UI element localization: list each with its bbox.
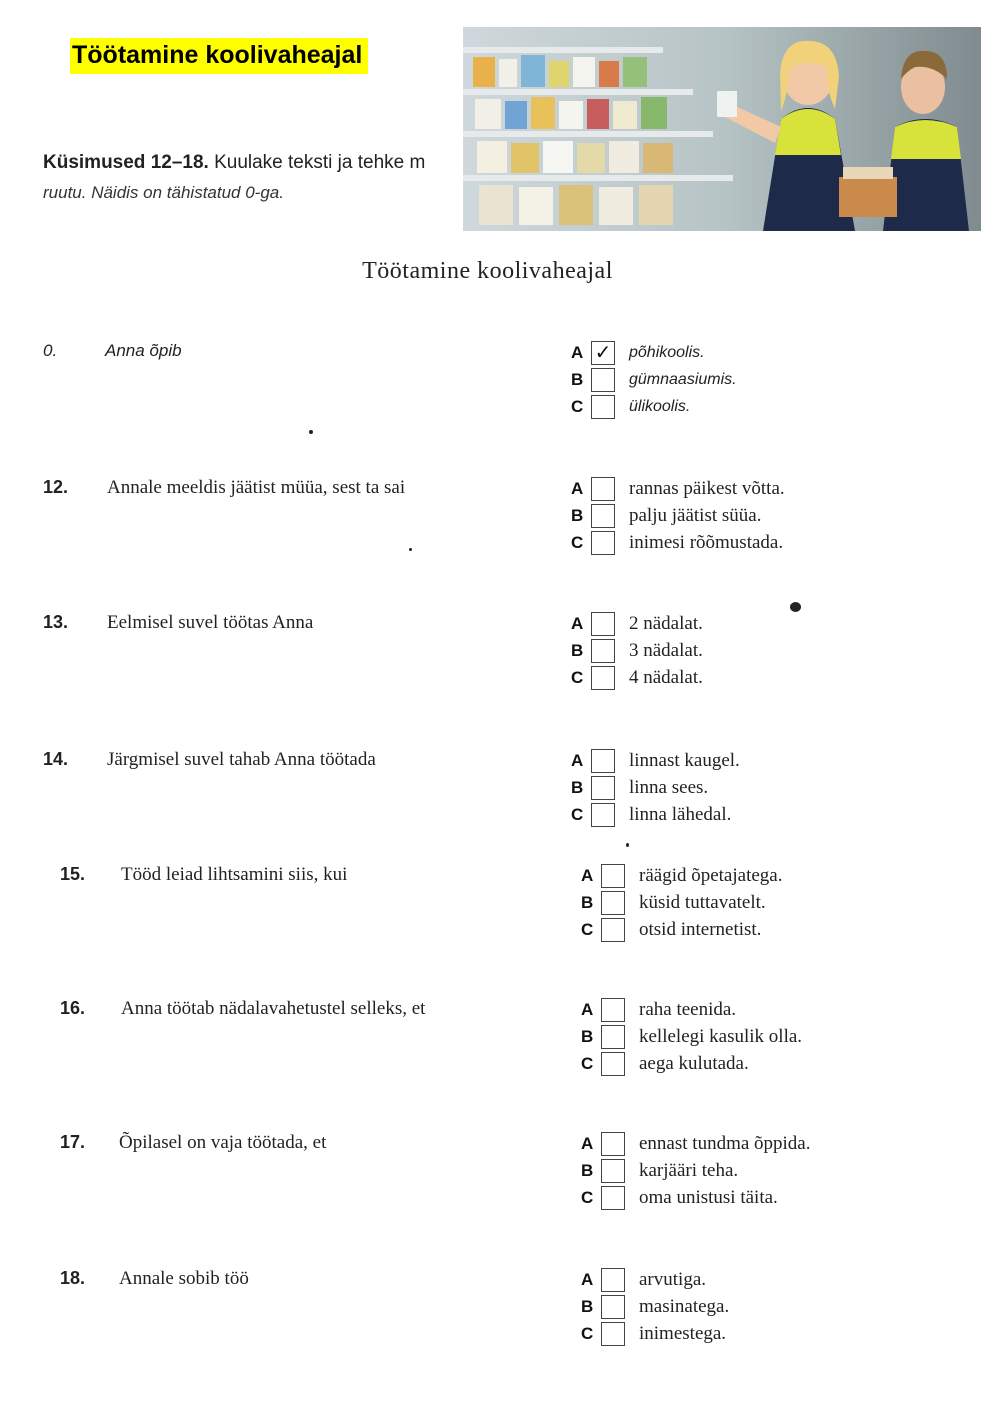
answer-checkbox[interactable] bbox=[601, 998, 625, 1022]
question-text: Järgmisel suvel tahab Anna töötada bbox=[107, 749, 376, 770]
checkmark-icon: ✓ bbox=[594, 342, 612, 364]
answer-option bbox=[581, 1295, 881, 1322]
answer-checkbox[interactable] bbox=[591, 639, 615, 663]
option-text: ülikoolis. bbox=[629, 398, 691, 415]
answer-option bbox=[571, 803, 871, 830]
option-letter: B bbox=[581, 1297, 594, 1316]
answer-checkbox[interactable] bbox=[601, 1268, 625, 1292]
question-text: Eelmisel suvel töötas Anna bbox=[107, 612, 314, 633]
option-text: oma unistusi täita. bbox=[639, 1187, 778, 1208]
option-letter: B bbox=[581, 893, 594, 912]
option-text: karjääri teha. bbox=[639, 1160, 739, 1181]
answer-option bbox=[581, 1052, 881, 1079]
answer-option bbox=[571, 477, 871, 504]
answer-checkbox[interactable] bbox=[601, 1295, 625, 1319]
answer-option bbox=[581, 864, 881, 891]
question-number: 12. bbox=[43, 477, 69, 497]
answer-option bbox=[571, 395, 871, 422]
option-text: palju jäätist süüa. bbox=[629, 505, 762, 526]
instructions-line-1 bbox=[43, 148, 473, 178]
option-text: 3 nädalat. bbox=[629, 640, 703, 661]
option-letter: A bbox=[571, 343, 584, 362]
answer-checkbox[interactable] bbox=[591, 666, 615, 690]
instructions-bold: Küsimused 12–18. bbox=[43, 152, 209, 173]
option-text: linna lähedal. bbox=[629, 804, 732, 825]
option-text: linnast kaugel. bbox=[629, 750, 740, 771]
answer-option bbox=[581, 1268, 881, 1295]
answer-checkbox[interactable] bbox=[591, 504, 615, 528]
store-workers-photo bbox=[463, 27, 981, 231]
answer-option bbox=[571, 341, 871, 368]
question-text: Õpilasel on vaja töötada, et bbox=[119, 1132, 327, 1153]
question-text: Annale sobib töö bbox=[119, 1268, 249, 1289]
answer-option bbox=[581, 998, 881, 1025]
answer-option bbox=[581, 918, 881, 945]
option-text: räägid õpetajatega. bbox=[639, 865, 783, 886]
question-number: 14. bbox=[43, 749, 69, 769]
answer-checkbox[interactable] bbox=[591, 395, 615, 419]
answer-checkbox[interactable] bbox=[591, 477, 615, 501]
option-text: 2 nädalat. bbox=[629, 613, 703, 634]
answer-checkbox[interactable] bbox=[591, 776, 615, 800]
option-letter: A bbox=[581, 1000, 594, 1019]
option-letter: B bbox=[571, 778, 584, 797]
question-number: 13. bbox=[43, 612, 69, 632]
option-letter: C bbox=[581, 1054, 594, 1073]
answer-option bbox=[571, 749, 871, 776]
question-text: Anna töötab nädalavahetustel selleks, et bbox=[121, 998, 426, 1019]
answer-option bbox=[571, 368, 871, 395]
scan-speck bbox=[409, 548, 412, 551]
photo-illustration bbox=[463, 27, 981, 231]
answer-option bbox=[571, 666, 871, 693]
option-letter: B bbox=[571, 370, 584, 389]
scan-speck bbox=[309, 430, 313, 434]
answer-checkbox[interactable] bbox=[591, 341, 615, 365]
option-text: küsid tuttavatelt. bbox=[639, 892, 766, 913]
option-letter: B bbox=[571, 641, 584, 660]
answer-checkbox[interactable] bbox=[601, 1132, 625, 1156]
answer-option bbox=[581, 1132, 881, 1159]
option-letter: C bbox=[571, 397, 584, 416]
answer-checkbox[interactable] bbox=[601, 1159, 625, 1183]
option-letter: A bbox=[571, 614, 584, 633]
option-letter: A bbox=[581, 1134, 594, 1153]
option-text: gümnaasiumis. bbox=[629, 371, 737, 388]
option-text: inimesi rõõmustada. bbox=[629, 532, 784, 553]
question-text: Tööd leiad lihtsamini siis, kui bbox=[121, 864, 348, 885]
option-text: masinatega. bbox=[639, 1296, 730, 1317]
option-text: ennast tundma õppida. bbox=[639, 1133, 811, 1154]
question-number: 15. bbox=[60, 864, 86, 884]
answer-option bbox=[571, 639, 871, 666]
option-letter: C bbox=[571, 668, 584, 687]
instructions-rest: Kuulake teksti ja tehke m bbox=[208, 152, 426, 173]
option-letter: C bbox=[571, 533, 584, 552]
question-text: Anna õpib bbox=[105, 341, 182, 360]
answer-checkbox[interactable] bbox=[601, 891, 625, 915]
worksheet-subtitle: Töötamine koolivaheajal bbox=[362, 258, 613, 284]
answer-checkbox[interactable] bbox=[601, 864, 625, 888]
answer-option bbox=[581, 1322, 881, 1349]
option-letter: B bbox=[581, 1161, 594, 1180]
answer-option bbox=[571, 531, 871, 558]
answer-checkbox[interactable] bbox=[591, 368, 615, 392]
answer-checkbox[interactable] bbox=[601, 1186, 625, 1210]
option-letter: A bbox=[571, 751, 584, 770]
answer-checkbox[interactable] bbox=[601, 1025, 625, 1049]
option-letter: C bbox=[581, 1188, 594, 1207]
answer-option bbox=[581, 1186, 881, 1213]
answer-option bbox=[581, 891, 881, 918]
answer-checkbox[interactable] bbox=[591, 803, 615, 827]
option-letter: C bbox=[581, 1324, 594, 1343]
option-letter: C bbox=[571, 805, 584, 824]
option-text: inimestega. bbox=[639, 1323, 727, 1344]
option-letter: C bbox=[581, 920, 594, 939]
option-text: otsid internetist. bbox=[639, 919, 762, 940]
option-letter: A bbox=[581, 1270, 594, 1289]
question-number: 0. bbox=[43, 341, 58, 360]
scan-speck bbox=[626, 843, 629, 847]
option-text: kellelegi kasulik olla. bbox=[639, 1026, 803, 1047]
answer-option bbox=[571, 612, 871, 639]
option-letter: A bbox=[581, 866, 594, 885]
option-text: aega kulutada. bbox=[639, 1053, 749, 1074]
answer-checkbox[interactable] bbox=[591, 749, 615, 773]
scan-speck bbox=[790, 602, 801, 612]
answer-checkbox[interactable] bbox=[591, 612, 615, 636]
option-text: 4 nädalat. bbox=[629, 667, 703, 688]
option-letter: B bbox=[581, 1027, 594, 1046]
option-text: rannas päikest võtta. bbox=[629, 478, 785, 499]
answer-checkbox[interactable] bbox=[601, 1322, 625, 1346]
answer-option bbox=[581, 1025, 881, 1052]
answer-option bbox=[571, 504, 871, 531]
page-heading: Töötamine koolivaheajal bbox=[70, 38, 368, 74]
answer-checkbox[interactable] bbox=[601, 918, 625, 942]
option-text: linna sees. bbox=[629, 777, 709, 798]
option-letter: B bbox=[571, 506, 584, 525]
answer-checkbox[interactable] bbox=[601, 1052, 625, 1076]
answer-option bbox=[571, 776, 871, 803]
answer-checkbox[interactable] bbox=[591, 531, 615, 555]
question-number: 16. bbox=[60, 998, 86, 1018]
instructions bbox=[43, 148, 473, 208]
option-text: raha teenida. bbox=[639, 999, 737, 1020]
option-text: põhikoolis. bbox=[629, 344, 705, 361]
instructions-line-2 bbox=[43, 178, 473, 208]
instructions-example-note: ruutu. Näidis on tähistatud 0-ga. bbox=[43, 183, 284, 202]
question-number: 17. bbox=[60, 1132, 86, 1152]
option-text: arvutiga. bbox=[639, 1269, 707, 1290]
question-text: Annale meeldis jäätist müüa, sest ta sai bbox=[107, 477, 406, 498]
answer-option bbox=[581, 1159, 881, 1186]
question-number: 18. bbox=[60, 1268, 86, 1288]
option-letter: A bbox=[571, 479, 584, 498]
